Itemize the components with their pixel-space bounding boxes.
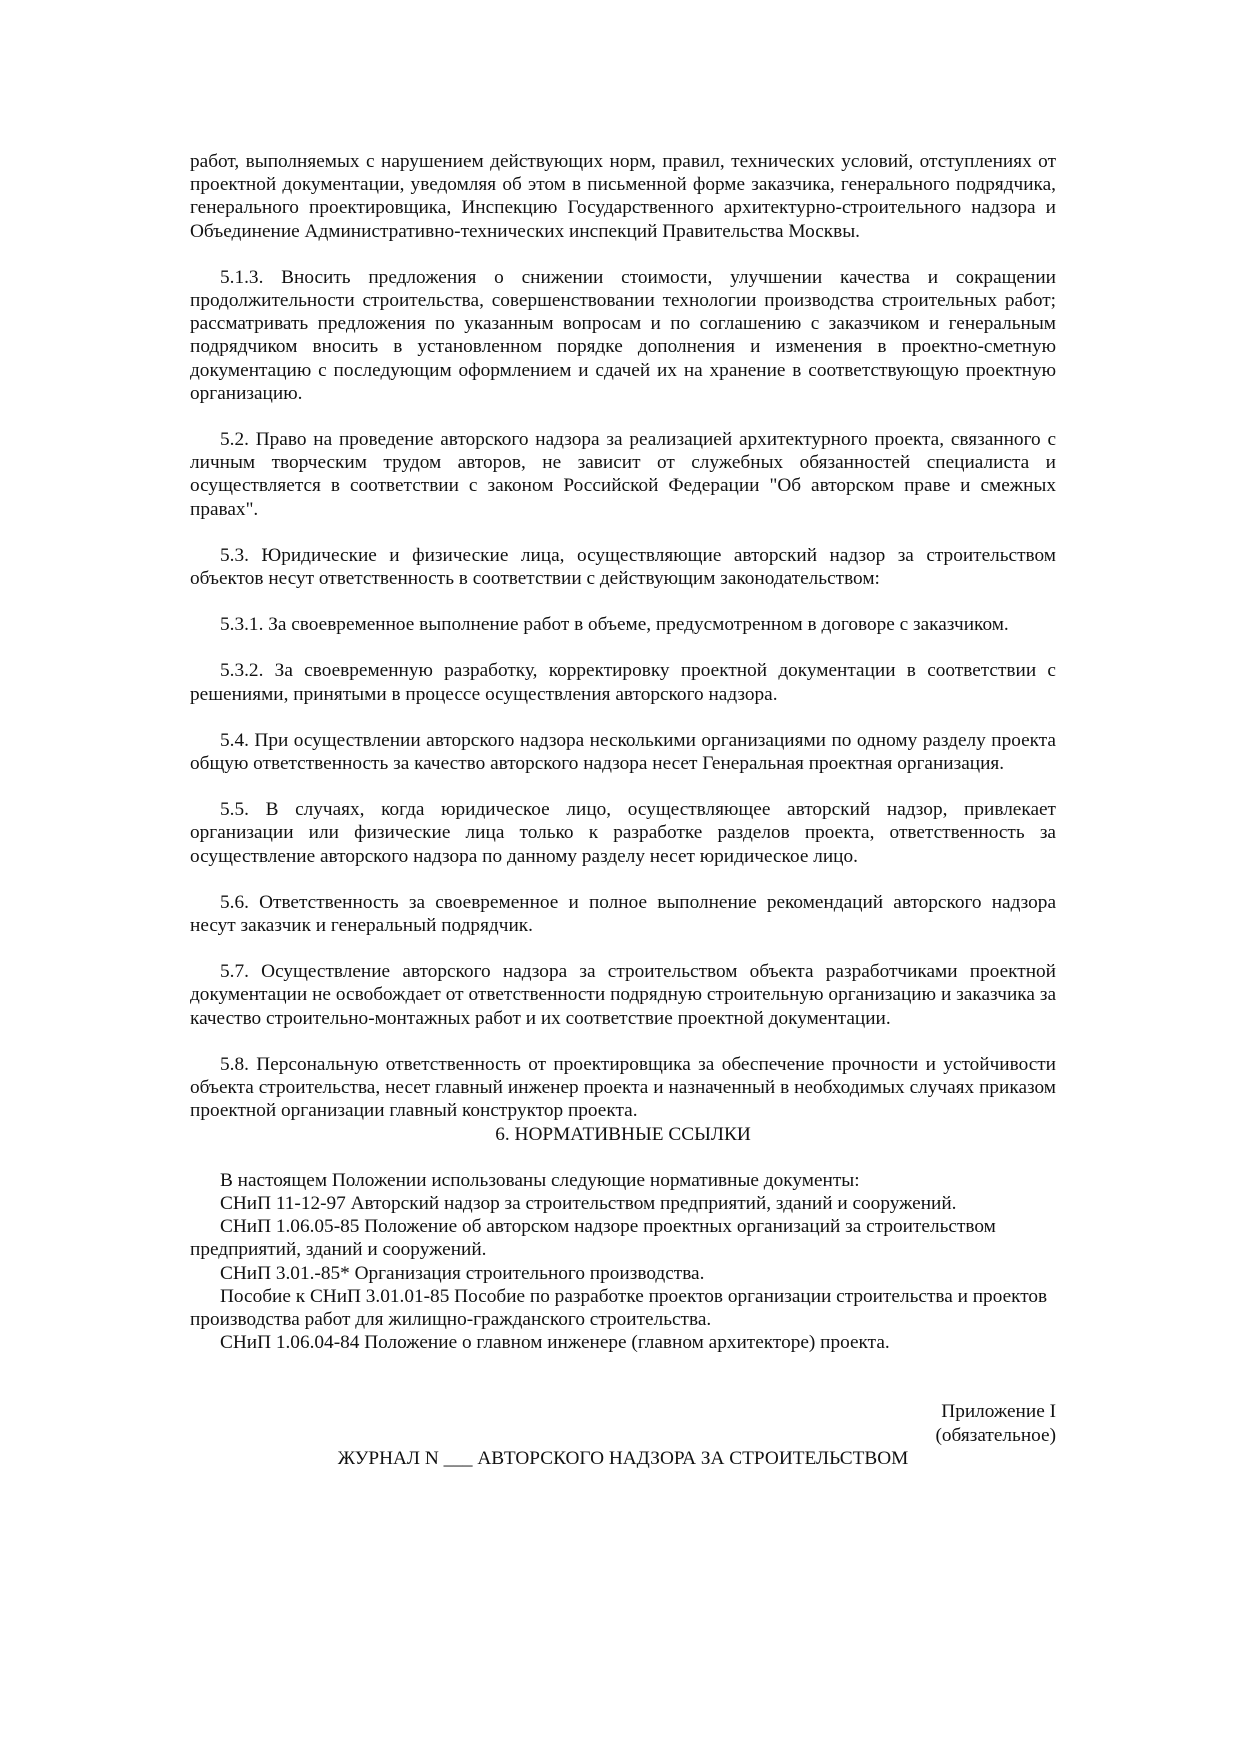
- paragraph-5-4: 5.4. При осуществлении авторского надзора несколькими организациями по одному разделу проекта общую ответственность за качество авторского надзора несет Генеральная проектная организация.: [190, 729, 1056, 775]
- appendix-block: [190, 1400, 1056, 1446]
- normative-references: [190, 1169, 1056, 1355]
- paragraph-5-5: 5.5. В случаях, когда юридическое лицо, осуществляющее авторский надзор, привлекает организации или физические лица только к разработке разделов проекта, ответственность за осуществление авторского надзора по данному разделу несет юридическое лицо.: [190, 799, 1056, 867]
- document-page: [190, 150, 1056, 1470]
- paragraph-5-6: 5.6. Ответственность за своевременное и полное выполнение рекомендаций авторского надзора несут заказчик и генеральный подрядчик.: [190, 891, 1056, 937]
- appendix-note: (обязательное): [935, 1424, 1056, 1446]
- reference-item: СНиП 11-12-97 Авторский надзор за строительством предприятий, зданий и сооружений.: [220, 1192, 957, 1214]
- reference-item: СНиП 1.06.04-84 Положение о главном инженере (главном архитекторе) проекта.: [220, 1332, 890, 1354]
- paragraph-5-3-2: 5.3.2. За своевременную разработку, корректировку проектной документации в соответствии с решениями, принятыми в процессе осуществления авторского надзора.: [190, 660, 1056, 705]
- paragraph-5-7: 5.7. Осуществление авторского надзора за строительством объекта разработчиками проектной документации не освобождает от ответственности подрядную строительную организацию и заказчика за качество строительно-монтажных работ и их соответствие проектной документации.: [190, 961, 1056, 1029]
- journal-title: ЖУРНАЛ N ___ АВТОРСКОГО НАДЗОРА ЗА СТРОИТЕЛЬСТВОМ: [337, 1447, 909, 1469]
- paragraph-continuation: работ, выполняемых с нарушением действующих норм, правил, технических условий, отступлениях от проектной документации, уведомляя об этом в письменной форме заказчика, генерального подрядчика, генерального проектировщика, Инспекцию Государственного архитектурно-строительного надзора и Объединение Административно-технических инспекций Правительства Москвы.: [190, 151, 1056, 242]
- paragraph-5-3: 5.3. Юридические и физические лица, осуществляющие авторский надзор за строительством объектов несут ответственность в соответствии с действующим законодательством:: [190, 544, 1056, 590]
- section-6-heading: 6. НОРМАТИВНЫЕ ССЫЛКИ: [495, 1123, 751, 1145]
- references-intro: В настоящем Положении использованы следующие нормативные документы:: [220, 1169, 860, 1191]
- paragraph-5-2: 5.2. Право на проведение авторского надзора за реализацией архитектурного проекта, связанного с личным творческим трудом авторов, не зависит от служебных обязанностей специалиста и осуществляется в соответствии с законом Российской Федерации "Об авторском праве и смежных правах".: [190, 429, 1056, 520]
- paragraph-5-8: 5.8. Персональную ответственность от проектировщика за обеспечение прочности и устойчивости объекта строительства, несет главный инженер проекта и назначенный в необходимых случаях приказом проектной организации главный конструктор проекта.: [190, 1053, 1056, 1122]
- reference-item: СНиП 1.06.05-85 Положение об авторском надзоре проектных организаций за строительством предприятий, зданий и сооружений.: [190, 1216, 996, 1261]
- paragraph-5-3-1: 5.3.1. За своевременное выполнение работ в объеме, предусмотренном в договоре с заказчиком.: [220, 614, 1009, 636]
- appendix-label: Приложение I: [941, 1401, 1056, 1423]
- reference-item: Пособие к СНиП 3.01.01-85 Пособие по разработке проектов организации строительства и проектов производства работ для жилищно-гражданского строительства.: [190, 1285, 1048, 1330]
- paragraph-5-1-3: 5.1.3. Вносить предложения о снижении стоимости, улучшении качества и сокращении продолжительности строительства, совершенствовании технологии производства строительных работ; рассматривать предложения по указанным вопросам и по соглашению с заказчиком и генеральным подрядчиком вносить в установленном порядке дополнения и изменения в проектно-сметную документацию с последующим оформлением и сдачей их на хранение в соответствующую проектную организацию.: [190, 266, 1056, 404]
- reference-item: СНиП 3.01.-85* Организация строительного производства.: [220, 1262, 705, 1284]
